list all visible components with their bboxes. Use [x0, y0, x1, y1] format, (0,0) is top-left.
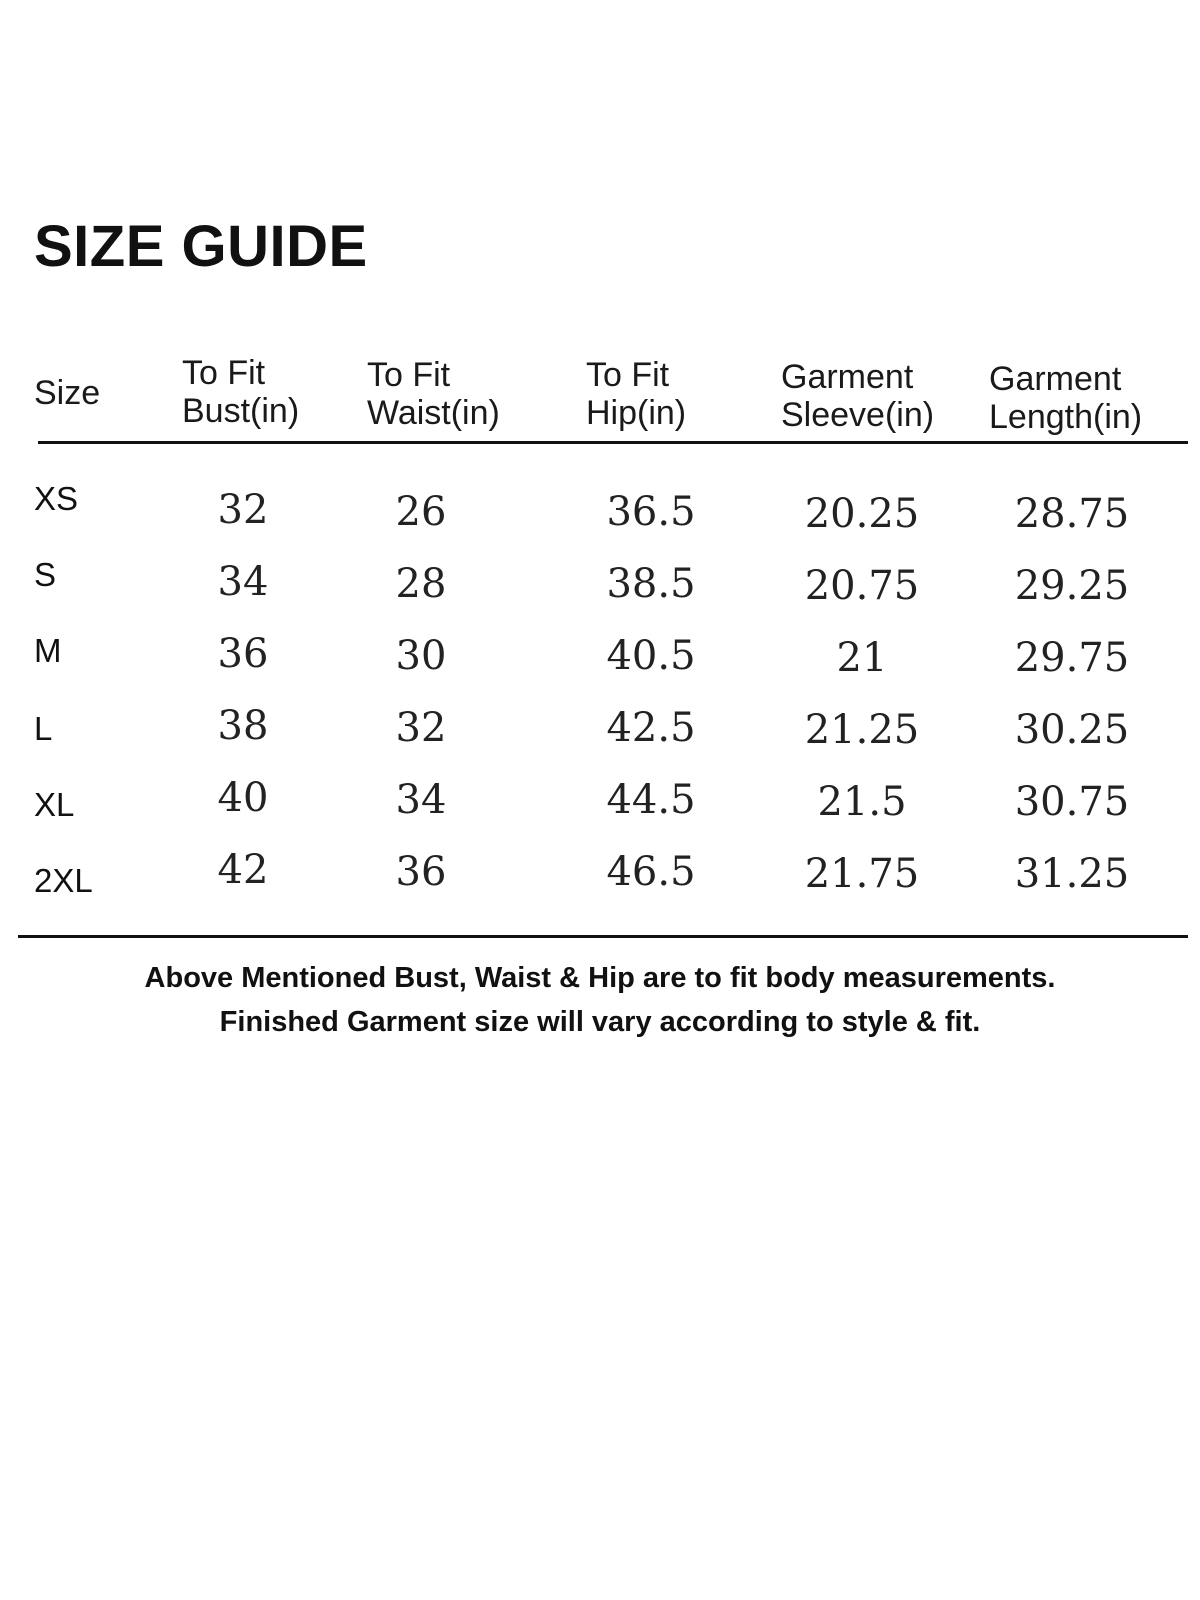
row-2xl-sleeve: 21.75: [804, 851, 920, 897]
row-xl-hip: 44.5: [606, 777, 696, 823]
size-guide-title: SIZE GUIDE: [34, 214, 368, 279]
row-2xl-waist: 36: [395, 849, 447, 895]
header-hip-line2: Hip(in): [586, 394, 687, 432]
header-length: [989, 360, 1142, 436]
header-bust: [182, 354, 299, 430]
note-line-1: Above Mentioned Bust, Waist & Hip are to fit body measurements.: [144, 962, 1056, 994]
row-s-waist: 28: [395, 561, 447, 607]
header-divider: [38, 441, 1188, 444]
row-xl-waist: 34: [395, 777, 447, 823]
row-m-waist: 30: [395, 633, 447, 679]
row-s-hip: 38.5: [606, 561, 696, 607]
row-xl-length: 30.75: [1014, 779, 1130, 825]
header-waist-line1: To Fit: [367, 356, 451, 394]
header-bust-line1: To Fit: [182, 354, 266, 392]
row-m-hip: 40.5: [606, 633, 696, 679]
row-s-bust: 34: [217, 559, 269, 605]
row-2xl-size: 2XL: [34, 862, 93, 899]
header-waist: [367, 356, 500, 432]
row-xs-size: XS: [34, 480, 79, 517]
row-xs-sleeve: 20.25: [804, 491, 920, 537]
row-l-waist: 32: [395, 705, 447, 751]
row-xl-sleeve: 21.5: [817, 779, 907, 825]
row-xl-bust: 40: [217, 775, 269, 821]
row-l-bust: 38: [217, 703, 269, 749]
note-line-2: Finished Garment size will vary according to style & fit.: [219, 1006, 981, 1038]
row-s-sleeve: 20.75: [804, 563, 920, 609]
header-sleeve: [781, 358, 934, 434]
header-hip: [586, 356, 686, 432]
header-sleeve-line1: Garment: [781, 358, 914, 396]
header-length-line1: Garment: [989, 360, 1122, 398]
row-xs-bust: 32: [217, 487, 269, 533]
row-s-size: S: [34, 556, 57, 593]
header-bust-line2: Bust(in): [182, 392, 300, 430]
header-sleeve-line2: Sleeve(in): [781, 396, 935, 434]
row-xs-length: 28.75: [1014, 491, 1130, 537]
row-xs-hip: 36.5: [606, 489, 696, 535]
row-s-length: 29.25: [1014, 563, 1130, 609]
row-xs-waist: 26: [395, 489, 447, 535]
row-l-hip: 42.5: [606, 705, 696, 751]
row-m-bust: 36: [217, 631, 269, 677]
row-m-length: 29.75: [1014, 635, 1130, 681]
row-2xl-bust: 42: [217, 847, 269, 893]
row-2xl-hip: 46.5: [606, 849, 696, 895]
header-waist-line2: Waist(in): [367, 394, 500, 432]
row-m-size: M: [34, 632, 62, 669]
row-l-size: L: [34, 710, 53, 747]
row-2xl-length: 31.25: [1014, 851, 1130, 897]
row-l-sleeve: 21.25: [804, 707, 920, 753]
header-size-line2: Size: [34, 374, 101, 412]
table-bottom-divider: [18, 935, 1188, 938]
header-length-line2: Length(in): [989, 398, 1143, 436]
row-m-sleeve: 21: [836, 635, 888, 681]
row-l-length: 30.25: [1014, 707, 1130, 753]
row-xl-size: XL: [34, 786, 75, 823]
header-hip-line1: To Fit: [586, 356, 670, 394]
header-size: [34, 374, 100, 412]
